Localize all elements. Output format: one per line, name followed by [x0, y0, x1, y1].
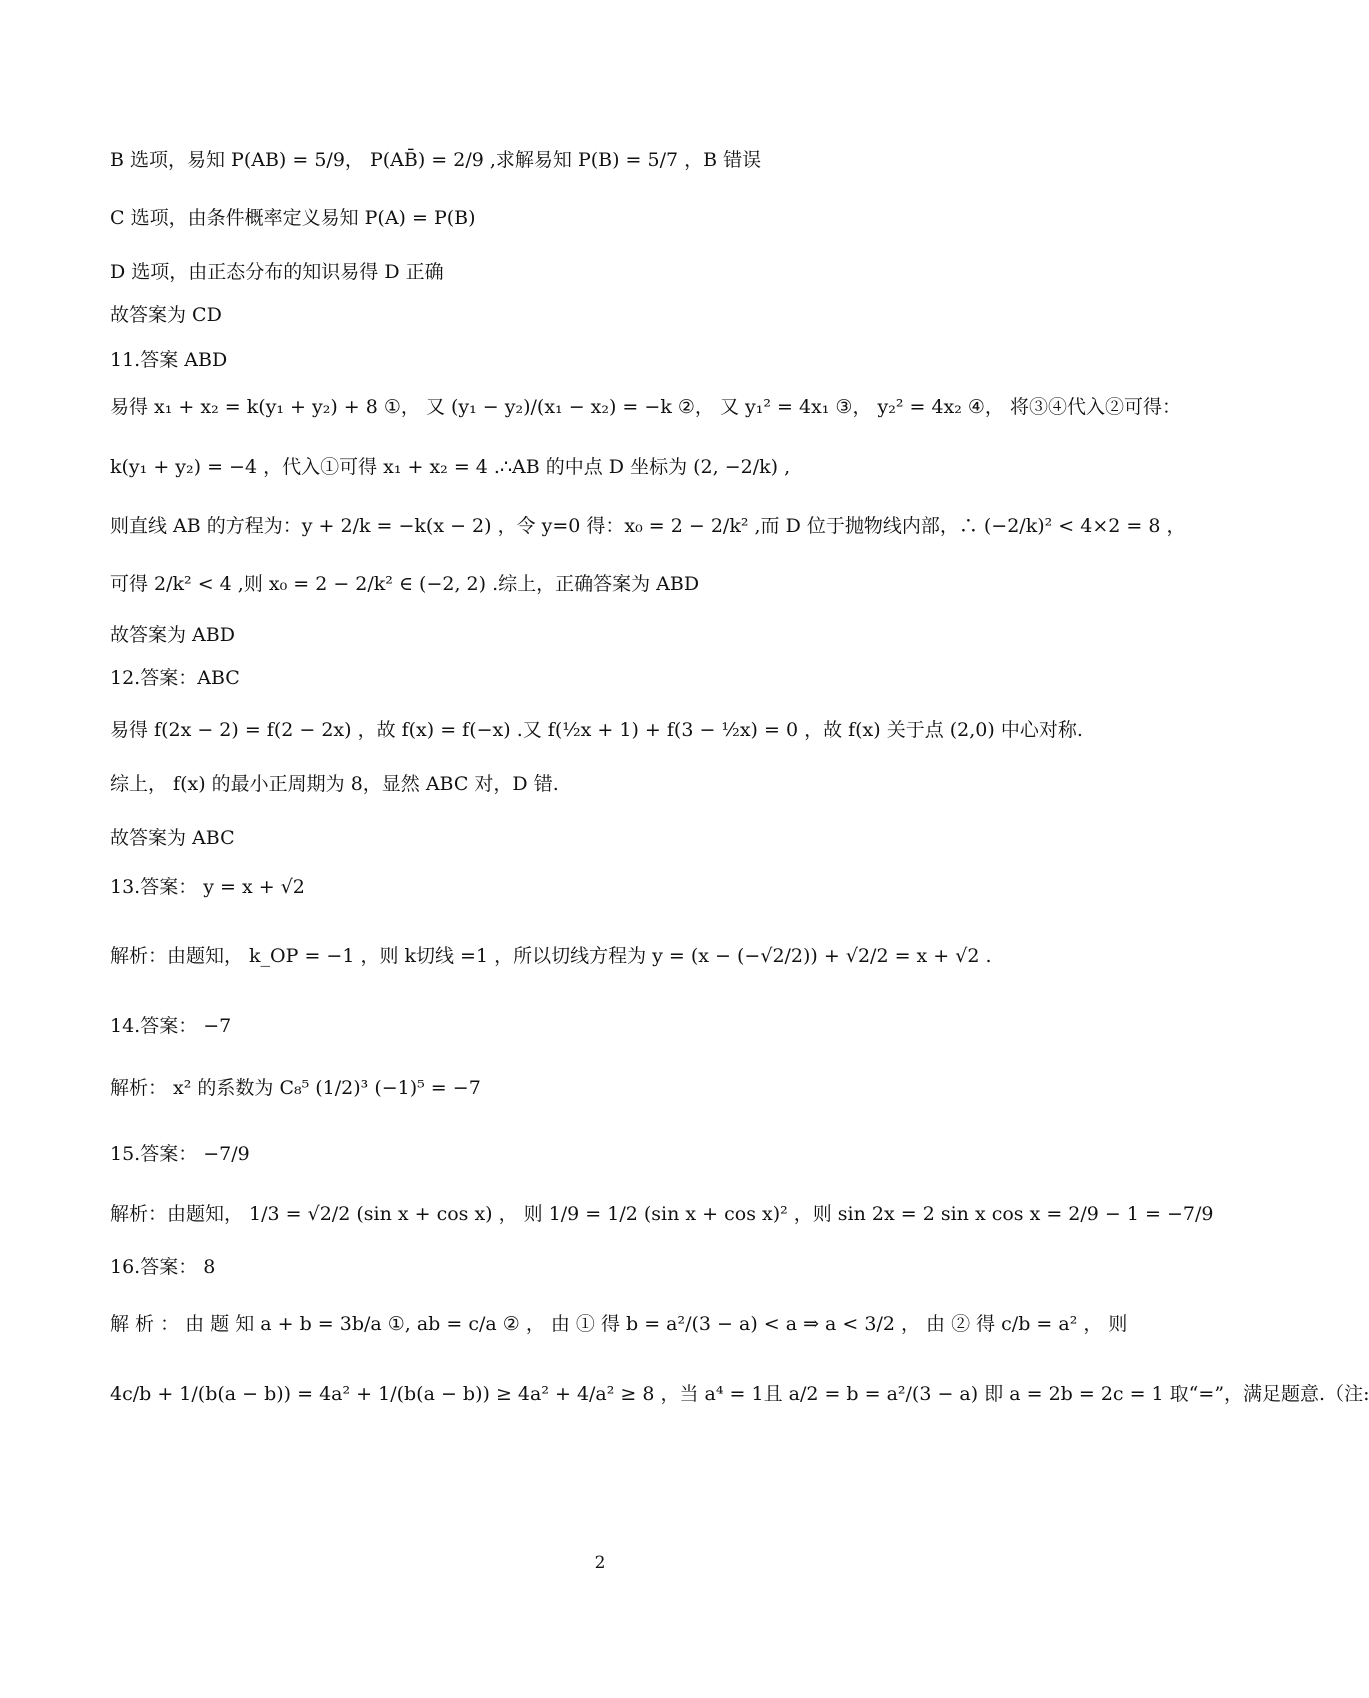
text-line-11: 12.答案：ABC: [110, 667, 240, 689]
text-line-18: 解析： x² 的系数为 C₈⁵ (1/2)³ (−1)⁵ = −7: [110, 1077, 481, 1099]
text-line-16: 解析：由题知， k_OP = −1 ，则 k切线 =1 ，所以切线方程为 y = (x − (−√2/2)) + √2/2 = x + √2 .: [110, 945, 992, 967]
text-line-3: D 选项，由正态分布的知识易得 D 正确: [110, 261, 444, 283]
text-line-15: 13.答案： y = x + √2: [110, 876, 305, 898]
text-line-22: 解 析 ： 由 题 知 a + b = 3b/a ①, ab = c/a ② ， 由 ① 得 b = a²/(3 − a) < a ⇒ a < 3/2 ， 由 ② 得 c/b = a² ， 则: [110, 1313, 1128, 1335]
text-line-21: 16.答案： 8: [110, 1256, 216, 1278]
text-line-1: B 选项，易知 P(AB) = 5/9， P(AB̄) = 2/9 ,求解易知 P(B) = 5/7 ，B 错误: [110, 149, 762, 171]
text-line-2: C 选项，由条件概率定义易知 P(A) = P(B): [110, 207, 476, 229]
text-line-6: 易得 x₁ + x₂ = k(y₁ + y₂) + 8 ①， 又 (y₁ − y₂)/(x₁ − x₂) = −k ②， 又 y₁² = 4x₁ ③， y₂² = 4x₂ ④， 将③④代入②可得：: [110, 396, 1181, 418]
text-line-23: 4c/b + 1/(b(a − b)) = 4a² + 1/(b(a − b)) ≥ 4a² + 4/a² ≥ 8 ，当 a⁴ = 1且 a/2 = b = a²/(3 − a) 即 a = 2b = 2c = 1 取“=”，满足题意.（注:: [110, 1383, 1369, 1405]
page-number: 2: [594, 1553, 606, 1573]
text-line-12: 易得 f(2x − 2) = f(2 − 2x) ，故 f(x) = f(−x) .又 f(½x + 1) + f(3 − ½x) = 0 ，故 f(x) 关于点 (2,0) 中心对称.: [110, 719, 1083, 741]
text-line-19: 15.答案： −7/9: [110, 1143, 250, 1165]
text-line-9: 可得 2/k² < 4 ,则 x₀ = 2 − 2/k² ∈ (−2, 2) .综上，正确答案为 ABD: [110, 573, 700, 595]
text-line-13: 综上， f(x) 的最小正周期为 8，显然 ABC 对，D 错.: [110, 773, 559, 795]
text-line-7: k(y₁ + y₂) = −4 ，代入①可得 x₁ + x₂ = 4 .∴AB 的中点 D 坐标为 (2, −2/k) ,: [110, 456, 791, 478]
text-line-20: 解析：由题知， 1/3 = √2/2 (sin x + cos x) ， 则 1/9 = 1/2 (sin x + cos x)² ，则 sin 2x = 2 sin x cos x = 2/9 − 1 = −7/9: [110, 1203, 1214, 1225]
text-line-8: 则直线 AB 的方程为：y + 2/k = −k(x − 2) ，令 y=0 得：x₀ = 2 − 2/k² ,而 D 位于抛物线内部，∴ (−2/k)² < 4×2 = 8 ，: [110, 515, 1186, 537]
text-line-17: 14.答案： −7: [110, 1015, 232, 1037]
text-line-5: 11.答案 ABD: [110, 349, 228, 371]
text-line-10: 故答案为 ABD: [110, 624, 235, 646]
text-line-4: 故答案为 CD: [110, 304, 222, 326]
text-line-14: 故答案为 ABC: [110, 827, 235, 849]
